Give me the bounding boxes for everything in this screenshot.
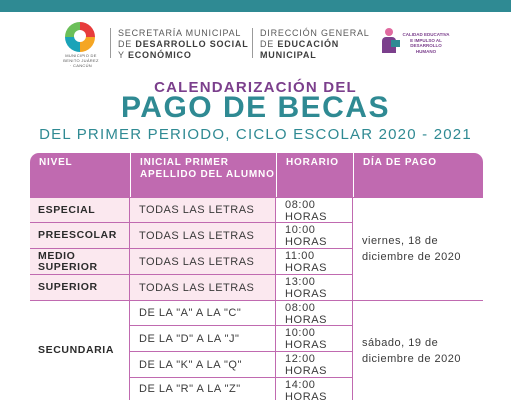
payment-day-1: viernes, 18 de diciembre de 2020 [353,198,483,300]
row-inicial: TODAS LAS LETRAS [130,198,275,222]
header-divider [252,28,253,58]
row-inicial: DE LA "R" A LA "Z" [130,378,275,400]
row-inicial: TODAS LAS LETRAS [130,249,275,274]
org2-line2: DE EDUCACIÓN [260,39,340,49]
row-horario: 11:00 HORAS [276,249,352,274]
calidad-logo-text: CALIDAD EDUCATIVA E IMPULSO AL DESARROLLO HUMANO [402,32,450,54]
org-direccion [260,28,370,61]
top-color-bar [0,0,511,12]
row-horario: 14:00 HORAS [276,378,352,400]
org-secretaria [118,28,249,61]
org2-line3: MUNICIPAL [260,50,317,60]
row-nivel: SUPERIOR [30,275,129,300]
org1-line3: Y ECONÓMICO [118,50,192,60]
row-inicial: DE LA "A" A LA "C" [130,301,275,325]
payment-table [30,153,483,403]
cancun-logo-caption: MUNICIPIO DE BENITO JUÁREZ · CANCÚN [63,53,99,68]
header-horario: HORARIO [276,153,353,197]
row-horario: 10:00 HORAS [276,326,352,351]
row-horario: 08:00 HORAS [276,198,352,222]
cancun-logo-sun [74,30,86,42]
calidad-educativa-logo [378,24,450,62]
org1-line2: DE DESARROLLO SOCIAL [118,39,249,49]
row-inicial: TODAS LAS LETRAS [130,275,275,300]
title-line3: DEL PRIMER PERIODO, CICLO ESCOLAR 2020 - 2021 [39,126,472,143]
header-nivel: NIVEL [39,157,73,168]
student-figure-icon [378,28,400,58]
row-inicial: TODAS LAS LETRAS [130,223,275,248]
row-horario: 10:00 HORAS [276,223,352,248]
cancun-logo [62,20,100,68]
title-line1: CALENDARIZACIÓN DEL [154,79,357,96]
row-horario: 12:00 HORAS [276,352,352,377]
row-inicial: DE LA "D" A LA "J" [130,326,275,351]
row-nivel: PREESCOLAR [30,223,129,248]
row-nivel-secundaria: SECUNDARIA [30,301,129,400]
header-dia: DÍA DE PAGO [353,153,483,197]
payment-day-2: sábado, 19 de diciembre de 2020 [353,301,483,400]
org2-line1: DIRECCIÓN GENERAL [260,28,370,38]
row-nivel: ESPECIAL [30,198,129,222]
title-line2: PAGO DE BECAS [121,91,390,124]
header-divider [110,28,111,58]
row-horario: 13:00 HORAS [276,275,352,300]
org1-line1: SECRETARÍA MUNICIPAL [118,28,242,38]
row-horario: 08:00 HORAS [276,301,352,325]
row-nivel: MEDIO SUPERIOR [30,249,129,274]
header-inicial: INICIAL PRIMER APELLIDO DEL ALUMNO [130,153,276,197]
row-inicial: DE LA "K" A LA "Q" [130,352,275,377]
